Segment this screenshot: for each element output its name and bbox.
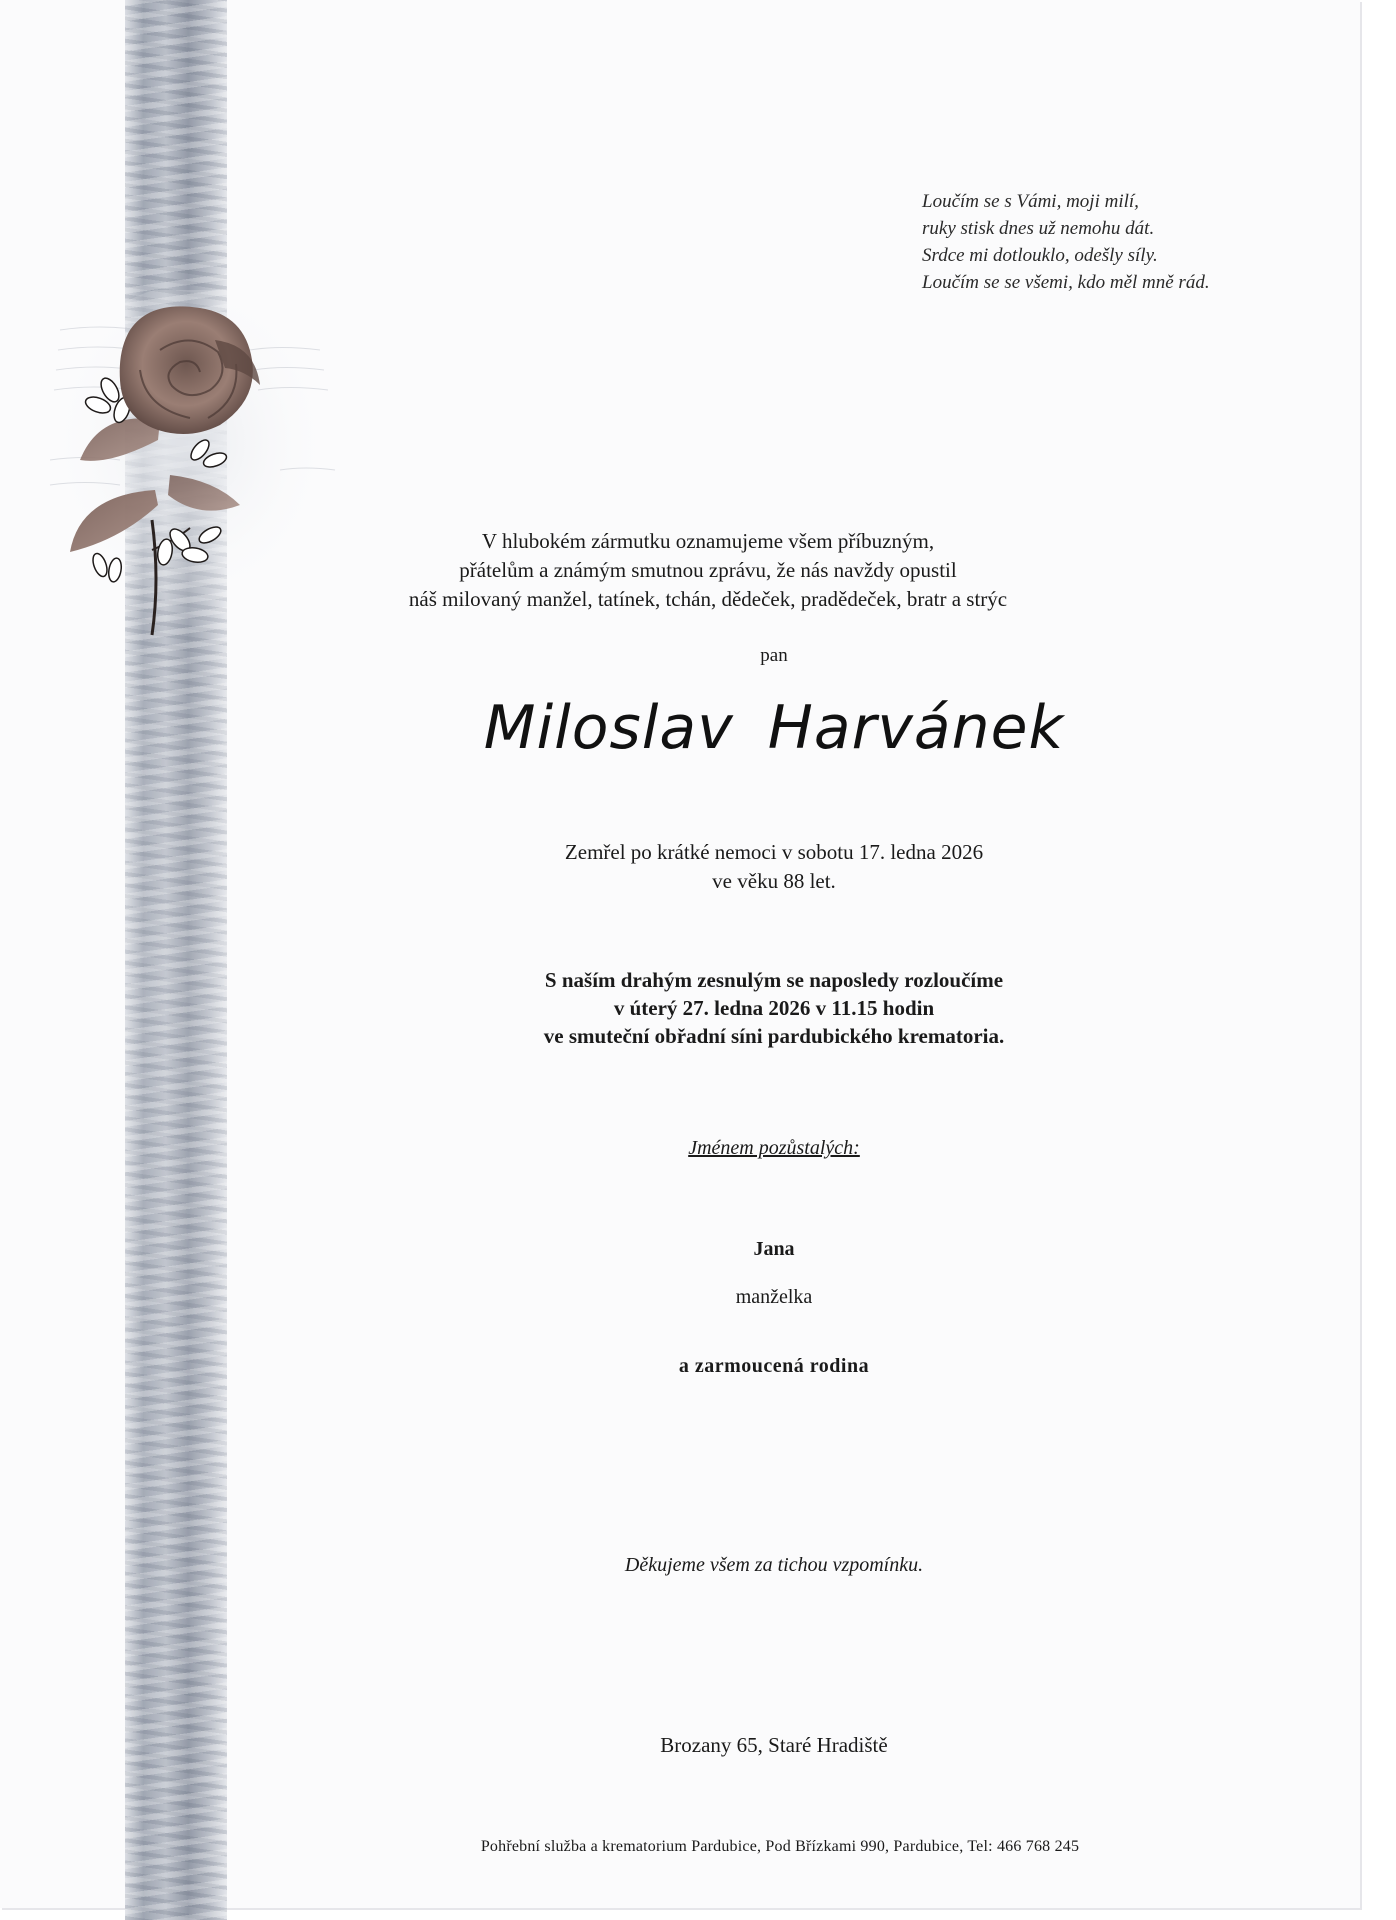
death-info-line: Zemřel po krátké nemoci v sobotu 17. ledna 2026 [564,840,984,864]
farewell-poem [922,188,1322,296]
on-behalf-label: Jménem pozůstalých: [688,1137,860,1159]
poem-line: Loučím se se všemi, kdo měl mně rád. [922,272,1210,293]
death-info [420,838,1128,896]
death-info-line: ve věku 88 let. [712,869,836,893]
deceased-name: Miloslav Harvánek [483,693,1065,763]
poem-line: Srdce mi dotlouklo, odešly síly. [922,245,1158,266]
mourner-name: Jana [753,1238,795,1260]
mourner-family: a zarmoucená rodina [678,1355,870,1377]
announcement-line: přátelům a známým smutnou zprávu, že nás navždy opustil [459,558,957,582]
address: Brozany 65, Staré Hradiště [660,1733,888,1757]
ceremony-info [420,966,1128,1050]
ceremony-line: ve smuteční obřadní síni pardubického krematoria. [543,1024,1005,1048]
honorific: pan [760,645,788,666]
ceremony-line: S naším drahým zesnulým se naposledy rozloučíme [544,968,1004,992]
poem-line: ruky stisk dnes už nemohu dát. [922,218,1155,239]
announcement-line: náš milovaný manžel, tatínek, tchán, dědeček, pradědeček, bratr a strýc [408,587,1008,611]
announcement-text [0,527,1360,614]
decorative-ribbon [125,0,227,1920]
ceremony-line: v úterý 27. ledna 2026 v 11.15 hodin [613,996,935,1020]
announcement-line: V hlubokém zármutku oznamujeme všem příbuzným, [481,529,935,553]
mourner-relation: manželka [735,1286,813,1308]
funeral-service-footer: Pohřební služba a krematorium Pardubice, Pod Břízkami 990, Pardubice, Tel: 466 768 245 [480,1838,1080,1855]
poem-line: Loučím se s Vámi, moji milí, [922,191,1139,212]
thanks-text: Děkujeme všem za tichou vzpomínku. [624,1554,924,1576]
